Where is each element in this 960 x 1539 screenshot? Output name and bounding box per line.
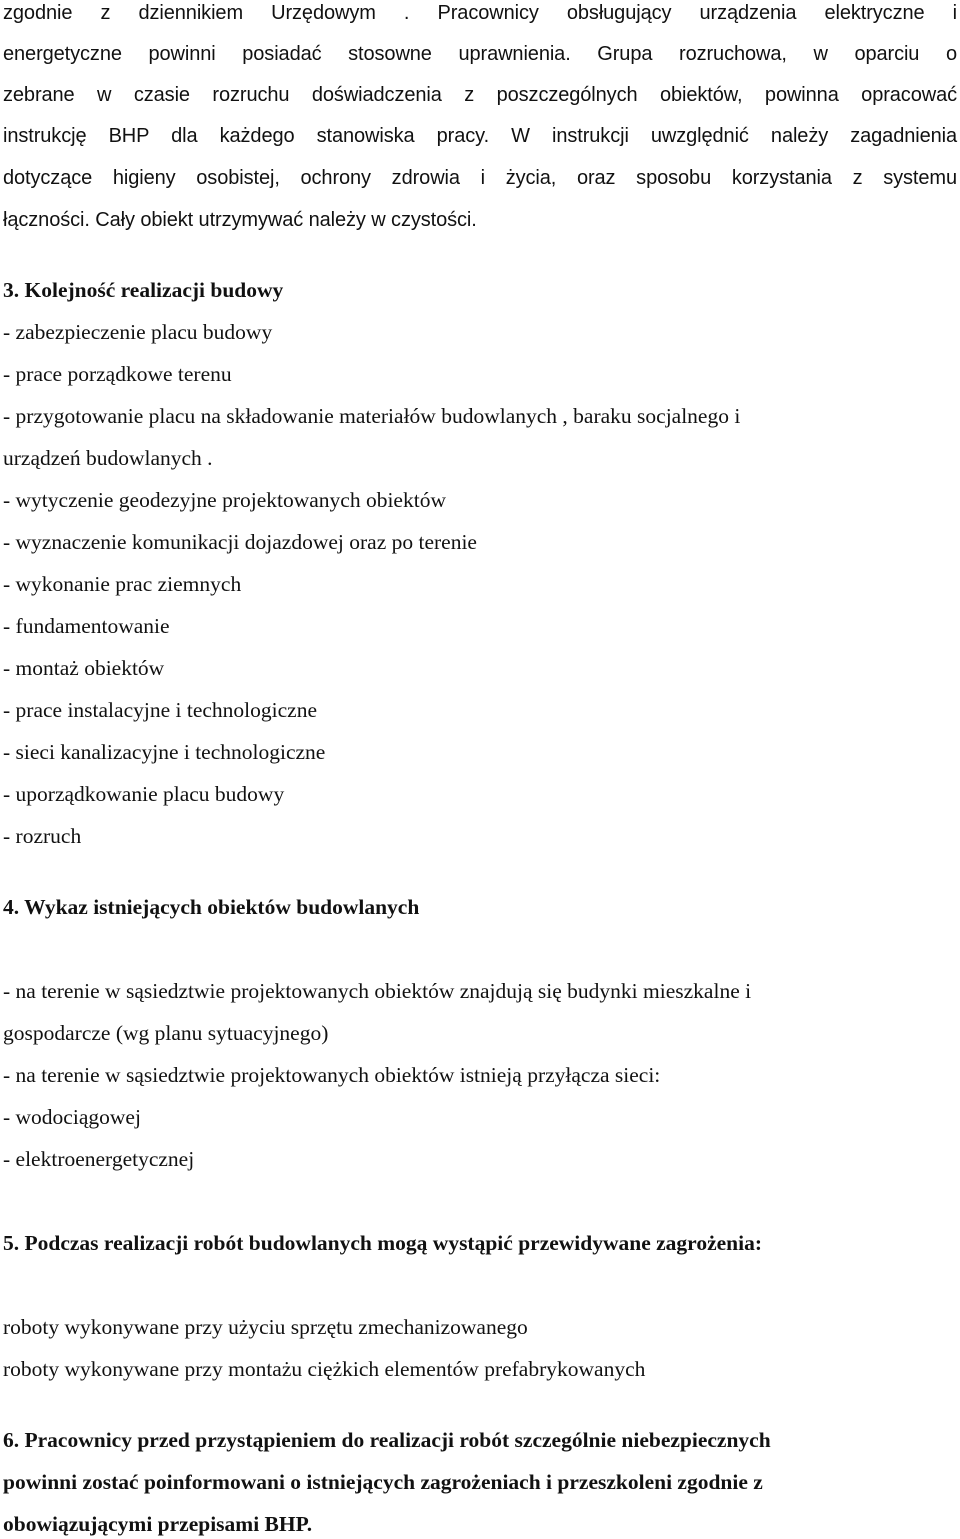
list-item: urządzeń budowlanych . [3,446,213,470]
intro-line-3: zebrane w czasie rozruchu doświadczenia z poszczególnych obiektów, powinna opracować [3,84,957,106]
section-6-line-2: powinni zostać poinformowani o istniejących zagrożeniach i przeszkoleni zgodnie z [3,1470,763,1494]
list-item: - wodociągowej [3,1105,141,1129]
list-item: - przygotowanie placu na składowanie materiałów budowlanych , baraku socjalnego i [3,404,741,428]
intro-line-6: łączności. Cały obiekt utrzymywać należy w czystości. [3,209,477,231]
section-6-line-3: obowiązującymi przepisami BHP. [3,1512,313,1536]
list-item: - montaż obiektów [3,656,165,680]
list-item: - prace porządkowe terenu [3,362,232,386]
list-item: - na terenie w sąsiedztwie projektowanych obiektów istnieją przyłącza sieci: [3,1063,661,1087]
list-item: roboty wykonywane przy montażu ciężkich elementów prefabrykowanych [3,1357,646,1381]
intro-line-1: zgodnie z dziennikiem Urzędowym . Pracownicy obsługujący urządzenia elektryczne i [3,2,957,24]
list-item: - wykonanie prac ziemnych [3,572,242,596]
list-item: - wyznaczenie komunikacji dojazdowej oraz po terenie [3,530,477,554]
list-item: - elektroenergetycznej [3,1147,195,1171]
section-4-heading: 4. Wykaz istniejących obiektów budowlanych [3,895,420,919]
intro-line-5: dotyczące higieny osobistej, ochrony zdrowia i życia, oraz sposobu korzystania z systemu [3,167,957,189]
list-item: roboty wykonywane przy użyciu sprzętu zmechanizowanego [3,1315,528,1339]
list-item: - fundamentowanie [3,614,170,638]
list-item: - rozruch [3,824,82,848]
list-item: - sieci kanalizacyjne i technologiczne [3,740,326,764]
list-item: - zabezpieczenie placu budowy [3,320,273,344]
list-item: - na terenie w sąsiedztwie projektowanych obiektów znajdują się budynki mieszkalne i [3,979,752,1003]
section-6-line-1: 6. Pracownicy przed przystąpieniem do realizacji robót szczególnie niebezpiecznych [3,1428,771,1452]
intro-line-2: energetyczne powinni posiadać stosowne uprawnienia. Grupa rozruchowa, w oparciu o [3,43,957,65]
list-item: gospodarcze (wg planu sytuacyjnego) [3,1021,329,1045]
list-item: - uporządkowanie placu budowy [3,782,285,806]
list-item: - prace instalacyjne i technologiczne [3,698,317,722]
intro-line-4: instrukcję BHP dla każdego stanowiska pracy. W instrukcji uwzględnić należy zagadnienia [3,125,957,147]
section-3-heading: 3. Kolejność realizacji budowy [3,278,284,302]
section-5-heading: 5. Podczas realizacji robót budowlanych mogą wystąpić przewidywane zagrożenia: [3,1231,763,1255]
list-item: - wytyczenie geodezyjne projektowanych obiektów [3,488,446,512]
